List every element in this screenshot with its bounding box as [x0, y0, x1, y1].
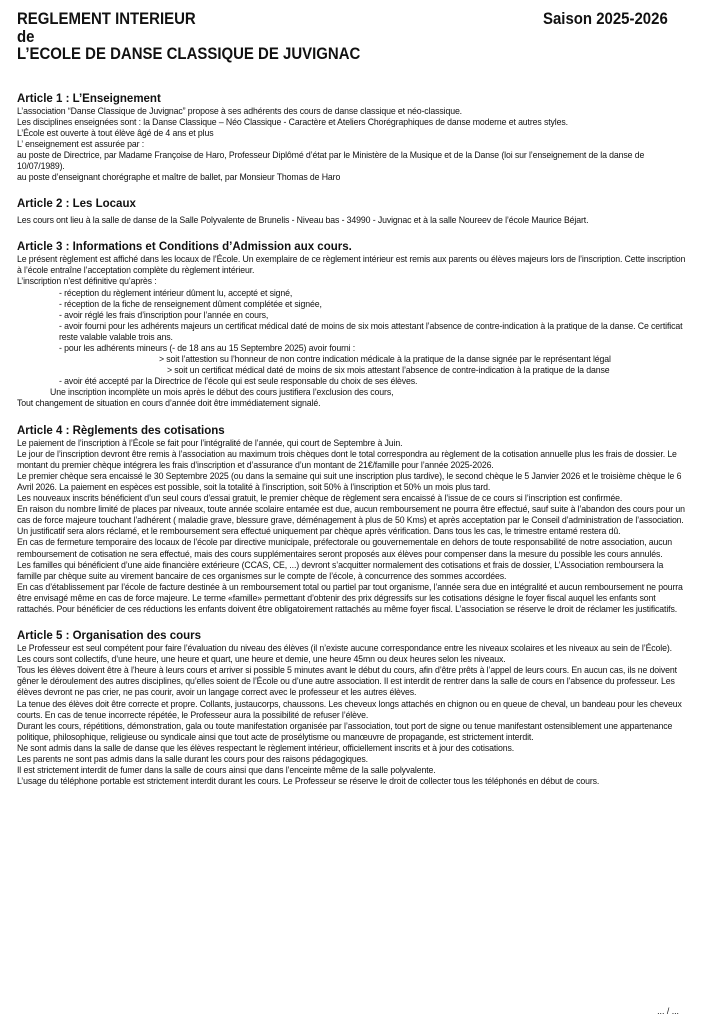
admission-subcondition: > soit un certificat médical daté de moins de six mois attestant l’absence de contre-indication à la pratique de la danse: [167, 365, 610, 376]
header: [17, 10, 688, 63]
article-3-intro: Le présent règlement est affiché dans les locaux de l’École. Un exemplaire de ce règlement intérieur est remis aux parents ou élèves majeurs lors de l’inscription. Cette inscription à l’école entraîne l’acceptation complète du règlement intérieur.: [17, 254, 686, 276]
title-line-3: L’ECOLE DE DANSE CLASSIQUE DE JUVIGNAC: [17, 44, 361, 63]
document-page: [17, 10, 688, 787]
admission-condition: - avoir été accepté par la Directrice de l’école qui est seule responsable du choix de ses élèves.: [59, 376, 418, 387]
admission-condition: - avoir réglé les frais d’inscription pour l’année en cours,: [59, 309, 269, 320]
season-label: Saison 2025-2026: [543, 9, 668, 28]
article-4-paragraph: Le premier chèque sera encaissé le 30 Septembre 2025 (ou dans la semaine qui suit une inscription plus tardive), le second chèque le 5 Janvier 2026 et le troisième chèque le 6 Avril 2026. La paiement en espèces est possible, soit la totalité à l’inscription, soit 50% à l’inscription et 50% un mois plus tard.: [17, 470, 682, 492]
document-title: [17, 10, 407, 63]
article-4-paragraph: Le jour de l’inscription devront être remis à l’association au maximum trois chèques dont le total correspondra au règlement de la cotisation annuelle plus les frais de dossier. Le montant du premier chèque intégrera les frais d’inscription et d’assurance d’un montant de 21€/famille pour l’année 2025-2026.: [17, 448, 677, 470]
admission-condition: - avoir fourni pour les adhérents majeurs un certificat médical daté de moins de six mois attestant l’absence de contre-indication à la pratique de la danse. Ce certificat reste valable valable trois ans.: [59, 320, 683, 342]
article-5-paragraph: Ne sont admis dans la salle de danse que les élèves respectant le règlement intérieur, officiellement inscrits et à jour des cotisations.: [17, 742, 515, 753]
article-1-line: au poste de Directrice, par Madame Françoise de Haro, Professeur Diplômé d’état par le Ministère de la Musique et de la Danse (loi sur l’enseignement de la danse de 10/07/1989).: [17, 149, 645, 171]
article-5-paragraph: Tous les élèves doivent être à l’heure à leurs cours et arriver si possible 5 minutes avant le début du cours, afin d’être prêts à l’appel de leurs cours. En aucun cas, ils ne doivent gêner le déroulement des autres disciplines, qu’elles soient de l’École ou d’une autre association. Il est interdit de rentrer dans la salle de cours en l’absence du professeur. Les élèves devront ne pas crier, ne pas courir, avoir un langage correct avec le professeur et les autres élèves.: [17, 665, 677, 698]
continuation-marker: ... / ...: [657, 1006, 679, 1016]
article-4-paragraph: En cas d’établissement par l’école de facture destinée à un remboursement total ou partiel par tout organisme, l’année sera due en intégralité et aucun remboursement ne pourra être envisagé même en cas de force majeure. Le terme «famille» permettant d’obtenir des prix dégressifs sur les cotisations désigne le foyer fiscal auquel les enfants sont rattachés. Pour bénéficier de ces réductions les enfants doivent être obligatoirement rattachés au même foyer fiscal. L’association se réserve le droit de réclamer les justificatifs.: [17, 581, 683, 614]
article-2: [17, 198, 688, 226]
article-5-paragraph: Les parents ne sont pas admis dans la salle durant les cours pour des raisons pédagogiques.: [17, 754, 368, 764]
article-1-heading: Article 1 : L’Enseignement: [17, 92, 161, 105]
article-3: [17, 241, 688, 409]
article-4-paragraph: Les nouveaux inscrits bénéficient d’un seul cours d’essai gratuit, le premier chèque de règlement sera encaissé à l’issue de ce cours si l’inscription est confirmée.: [17, 493, 623, 504]
admission-subcondition: > soit l’attestion su l’honneur de non contre indication médicale à la pratique de la danse signée par le représentant légal: [159, 354, 611, 365]
article-3-heading: Article 3 : Informations et Conditions d’Admission aux cours.: [17, 241, 352, 254]
title-line-1: REGLEMENT INTERIEUR: [17, 9, 196, 28]
article-2-heading: Article 2 : Les Locaux: [17, 198, 136, 211]
article-1-line: au poste d’enseignant chorégraphe et maître de ballet, par Monsieur Thomas de Haro: [17, 172, 341, 183]
title-line-2: de: [17, 26, 35, 46]
article-5-heading: Article 5 : Organisation des cours: [17, 630, 202, 643]
article-5: [17, 630, 688, 787]
article-1-line: L’ enseignement est assurée par :: [17, 138, 145, 149]
article-4-paragraph: Le paiement de l’inscription à l’École se fait pour l’intégralité de l’année, qui court de Septembre à Juin.: [17, 437, 403, 448]
article-1: [17, 93, 688, 184]
article-5-paragraph: La tenue des élèves doit être correcte et propre. Collants, justaucorps, chaussons. Les cheveux longs attachés en chignon ou en queue de cheval, un bandeau pour les cheveux courts. En cas de tenue incorrecte répétée, le Professeur aura la possibilité de refuser l’élève.: [17, 698, 682, 720]
article-5-paragraph: Durant les cours, répétitions, démonstration, gala ou toute manifestation organisée par l’association, tout port de signe ou tenue manifestant ostensiblement une appartenance politique, philosophique, religieuse ou syndicale ainsi que tout acte de prosélytisme ou manœuvre de propagande, est strictement interdit.: [17, 720, 673, 742]
article-4-paragraph: En raison du nombre limité de places par niveaux, toute année scolaire entamée est due, aucun remboursement ne pourra être effectué, sauf suite à l’abandon des cours pour un cas de force majeure touchant l’adhérent ( maladie grave, blessure grave, déménagement à plus de 50 Kms) et après acceptation par le Conseil d’administration de l’association. Un justificatif sera alors réclamé, et le remboursement sera effectué uniquement par chèque après vérification. Dans tous les cas, le trimestre entamé restera dû.: [17, 504, 685, 537]
article-1-line: L’association “Danse Classique de Juvignac” propose à ses adhérents des cours de danse classique et néo-classique.: [17, 105, 462, 116]
admission-condition: - réception de la fiche de renseignement dûment complétée et signée,: [59, 298, 322, 309]
article-1-line: Les disciplines enseignées sont : la Danse Classique – Néo Classique - Caractère et Ateliers Chorégraphiques de danse moderne et autres styles.: [17, 116, 568, 127]
incomplete-registration-note: Une inscription incomplète un mois après le début des cours justifiera l’exclusion des cours,: [50, 387, 394, 398]
article-2-line: Les cours ont lieu à la salle de danse de la Salle Polyvalente de Brunelis - Niveau bas - 34990 - Juvignac et à la salle Noureev de l’école Maurice Béjart.: [17, 215, 589, 226]
article-4-paragraph: En cas de fermeture temporaire des locaux de l’école par directive municipale, préfectorale ou gouvernementale en dehors de toute responsabilité de notre association, aucun remboursement de cotisation ne sera effectué, mais des cours supplémentaires seront proposés aux élèves pour compenser dans la mesure du possible les cours annulés.: [17, 537, 672, 559]
article-4-heading: Article 4 : Règlements des cotisations: [17, 424, 225, 437]
article-5-paragraph: Il est strictement interdit de fumer dans la salle de cours ainsi que dans l’enceinte même de la salle polyvalente.: [17, 765, 436, 776]
admission-condition: - réception du règlement intérieur dûment lu, accepté et signé,: [59, 287, 293, 298]
article-3-intro-2: L’inscription n’est définitive qu’après :: [17, 276, 157, 287]
article-4: [17, 425, 688, 616]
article-5-paragraph: Le Professeur est seul compétent pour faire l’évaluation du niveau des élèves (il n’existe aucune correspondance entre les niveaux scolaires et les niveaux au sein de l’École). Les cours sont collectifs, d’une heure, une heure et quart, une heure et demie, une heure 45mn ou deux heures selon les niveaux.: [17, 643, 672, 665]
article-1-line: L’École est ouverte à tout élève âgé de 4 ans et plus: [17, 127, 214, 138]
admission-condition: - pour les adhérents mineurs (- de 18 ans au 15 Septembre 2025) avoir fourni :: [59, 343, 356, 353]
article-4-paragraph: Les familles qui bénéficient d’une aide financière extérieure (CCAS, CE, ...) devront s’acquitter normalement des cotisations et frais de dossier, L’Association remboursera la famille par chèque suite au virement bancaire de ces organismes sur le compte de l’école, à concurrence des sommes accordées.: [17, 559, 664, 581]
change-of-situation-note: Tout changement de situation en cours d’année doit être immédiatement signalé.: [17, 398, 321, 409]
article-5-paragraph: L’usage du téléphone portable est strictement interdit durant les cours. Le Professeur se réserve le droit de collecter tous les téléphonés en début de cours.: [17, 776, 600, 787]
